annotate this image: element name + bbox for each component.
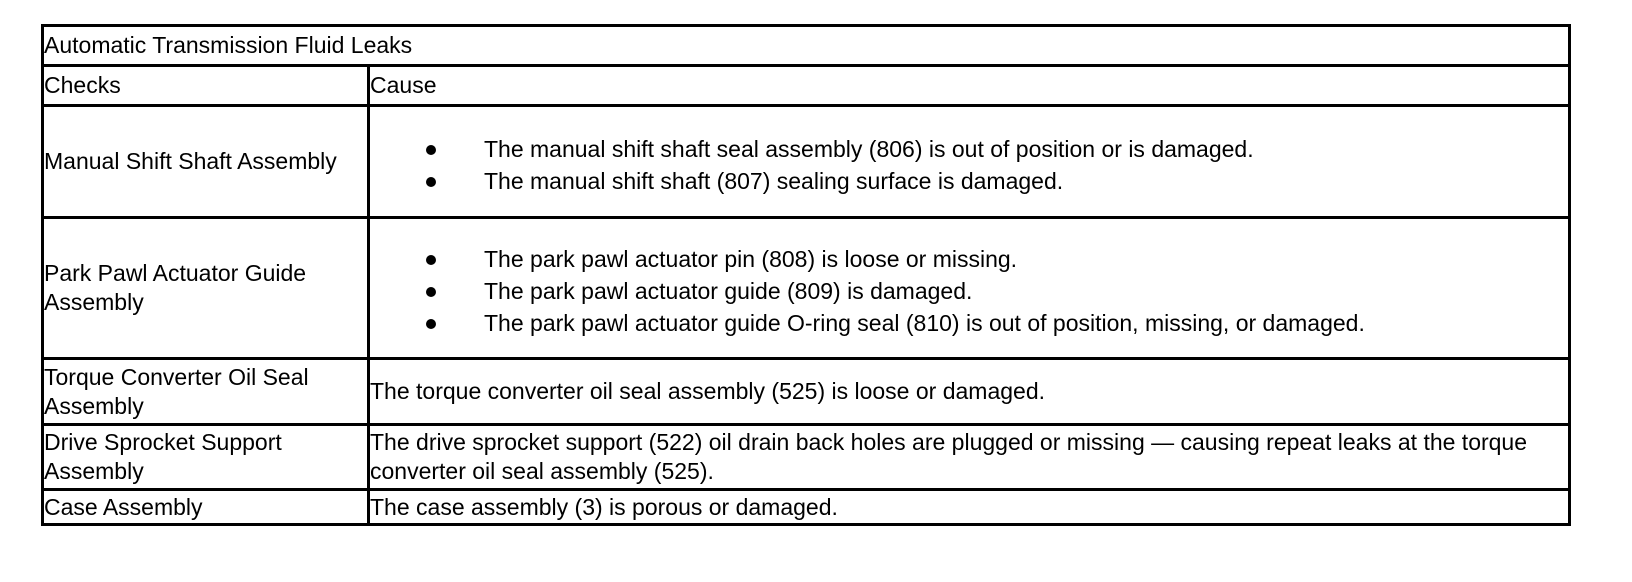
check-cell: Manual Shift Shaft Assembly [43, 106, 369, 218]
check-cell: Park Pawl Actuator Guide Assembly [43, 218, 369, 359]
cause-text: The manual shift shaft (807) sealing surface is damaged. [484, 167, 1064, 194]
cause-text: The park pawl actuator guide O-ring seal (810) is out of position, missing, or damaged. [484, 310, 1365, 336]
check-cell: Torque Converter Oil Seal Assembly [43, 359, 369, 425]
bullet-icon [426, 177, 436, 187]
table-row [43, 359, 1570, 425]
bullet-icon [426, 255, 436, 265]
cause-list-item [370, 135, 1568, 167]
cause-cell: The drive sprocket support (522) oil drain back holes are plugged or missing — causing repeat leaks at the torque converter oil seal assembly (525). [369, 425, 1570, 490]
table-row [43, 218, 1570, 359]
cause-list-item [370, 277, 1568, 309]
cause-list [370, 235, 1568, 341]
cause-cell: The case assembly (3) is porous or damaged. [369, 490, 1570, 525]
column-header-checks: Checks [43, 66, 369, 106]
table-row [43, 490, 1570, 525]
cause-list-item [370, 309, 1568, 341]
bullet-icon [426, 319, 436, 329]
cause-cell [369, 218, 1570, 359]
fluid-leaks-table [41, 24, 1571, 526]
cause-text: The park pawl actuator pin (808) is loose or missing. [484, 246, 1018, 272]
cause-text: The manual shift shaft seal assembly (806) is out of position or is damaged. [484, 135, 1254, 162]
cause-cell: The torque converter oil seal assembly (525) is loose or damaged. [369, 359, 1570, 425]
check-cell: Case Assembly [43, 490, 369, 525]
cause-list-item [370, 245, 1568, 277]
bullet-icon [426, 145, 436, 155]
table-row [43, 425, 1570, 490]
cause-text: The park pawl actuator guide (809) is damaged. [484, 278, 973, 304]
cause-list-item [370, 167, 1568, 199]
check-cell: Drive Sprocket Support Assembly [43, 425, 369, 490]
bullet-icon [426, 287, 436, 297]
cause-cell [369, 106, 1570, 218]
table-row [43, 106, 1570, 218]
table-title: Automatic Transmission Fluid Leaks [43, 26, 1570, 66]
cause-list [370, 125, 1568, 199]
column-header-cause: Cause [369, 66, 1570, 106]
